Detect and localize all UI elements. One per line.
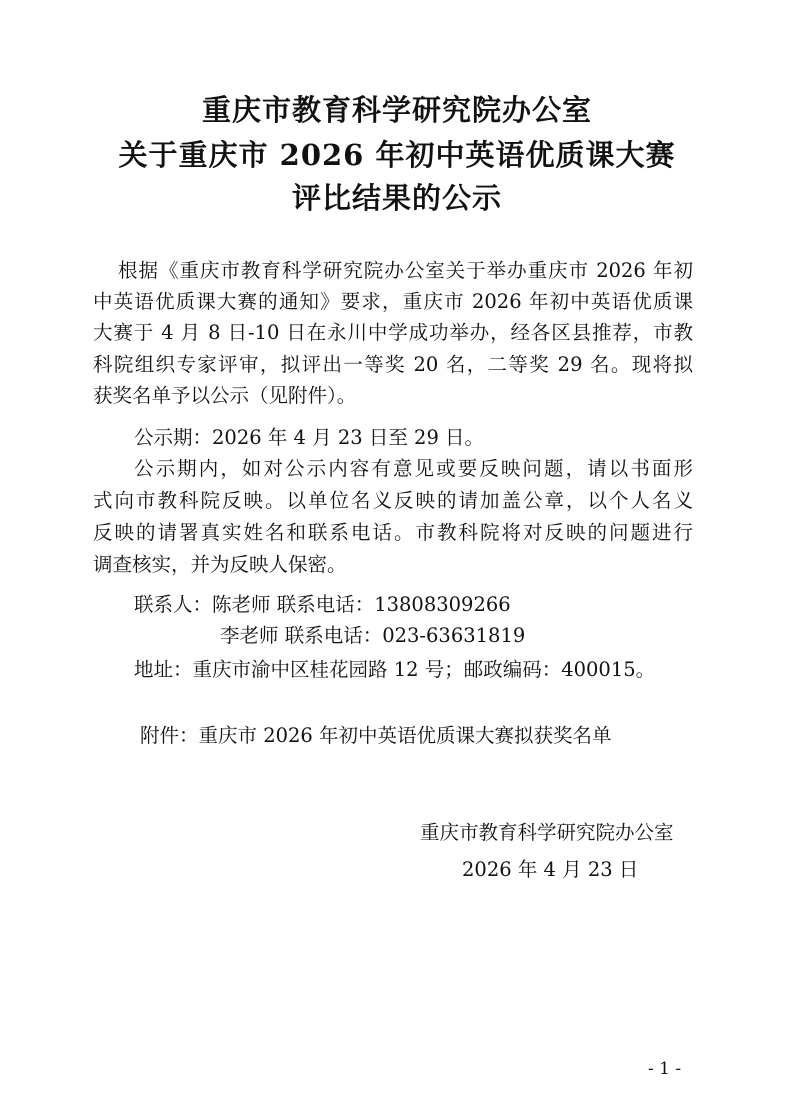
paragraph-1-line-3: 大赛于 4 月 8 日-10 日在永川中学成功举办，经各区县推荐，市教 (93, 321, 693, 344)
publicity-period: 公示期：2026 年 4 月 23 日至 29 日。 (134, 426, 485, 449)
document-title-line-3: 评比结果的公示 (291, 181, 502, 215)
page-number: - 1 - (648, 1059, 682, 1079)
document-title-line-1: 重庆市教育科学研究院办公室 (201, 93, 592, 127)
paragraph-3-line-3: 反映的请署真实姓名和联系电话。市教科院将对反映的问题进行 (93, 521, 693, 544)
signature-date: 2026 年 4 月 23 日 (462, 858, 639, 881)
paragraph-1-line-4: 科院组织专家评审，拟评出一等奖 20 名，二等奖 29 名。现将拟 (93, 353, 693, 376)
contact-person-1: 联系人：陈老师 联系电话：13808309266 (134, 593, 511, 616)
paragraph-1-line-2: 中英语优质课大赛的通知》要求，重庆市 2026 年初中英语优质课 (93, 290, 693, 313)
address: 地址：重庆市渝中区桂花园路 12 号；邮政编码：400015。 (134, 658, 656, 681)
signature-organization: 重庆市教育科学研究院办公室 (420, 821, 674, 844)
paragraph-3-line-1: 公示期内，如对公示内容有意见或要反映问题，请以书面形 (134, 457, 693, 480)
document-title-line-2: 关于重庆市 2026 年初中英语优质课大赛 (118, 138, 676, 172)
paragraph-1-line-1: 根据《重庆市教育科学研究院办公室关于举办重庆市 2026 年初 (118, 259, 693, 282)
paragraph-3-line-2: 式向市教科院反映。以单位名义反映的请加盖公章，以个人名义 (93, 489, 693, 512)
contact-person-2: 李老师 联系电话：023-63631819 (220, 624, 526, 647)
paragraph-3-line-4: 调查核实，并为反映人保密。 (93, 553, 347, 576)
paragraph-1-line-5: 获奖名单予以公示（见附件）。 (93, 384, 357, 407)
attachment-note: 附件：重庆市 2026 年初中英语优质课大赛拟获奖名单 (140, 724, 612, 747)
